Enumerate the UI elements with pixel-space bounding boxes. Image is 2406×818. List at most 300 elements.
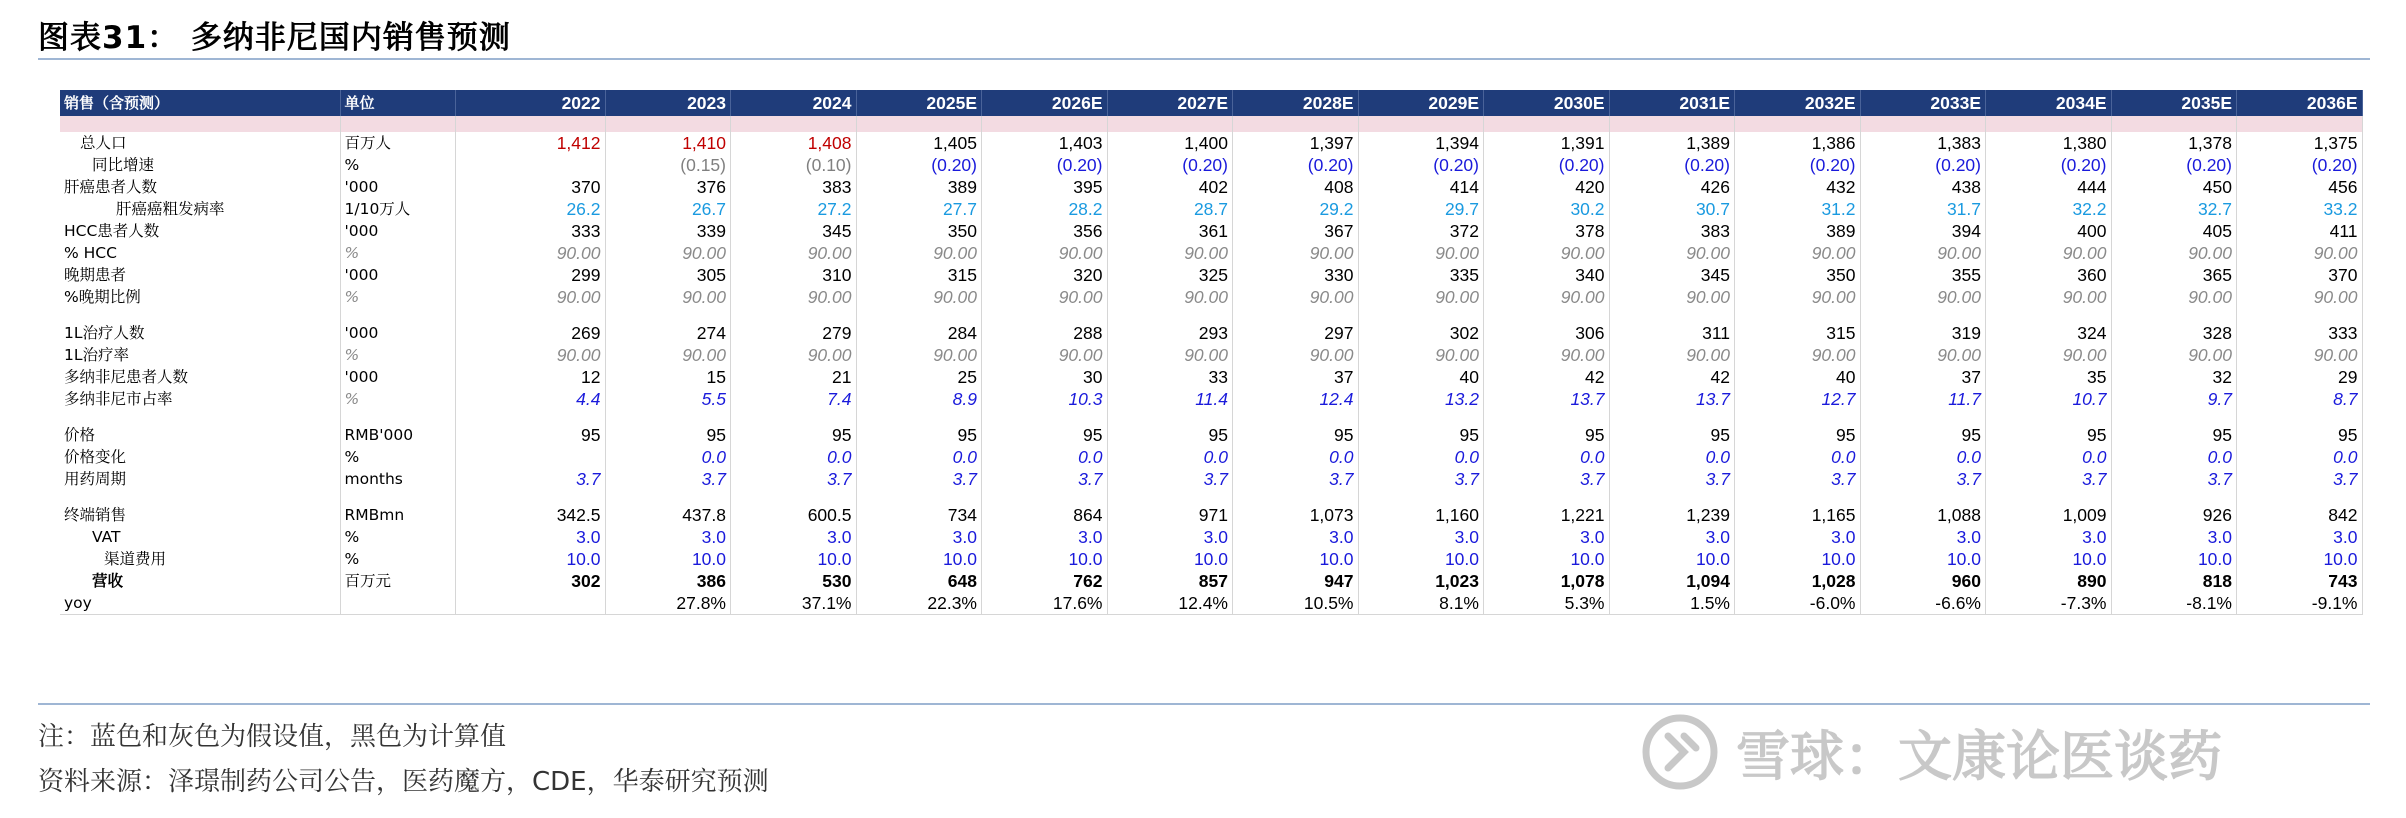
row-label: 价格 [60,424,340,446]
value-cell: 95 [1233,424,1359,446]
header-year: 2033E [1860,90,1986,116]
value-cell: -6.0% [1735,592,1861,615]
value-cell: 90.00 [1986,242,2112,264]
value-cell: 600.5 [731,504,857,526]
value-cell: (0.20) [2111,154,2237,176]
value-cell: 0.0 [731,446,857,468]
spacer-cell [2111,308,2237,322]
table-row [60,286,2362,308]
value-cell: 325 [1107,264,1233,286]
row-unit: % [340,446,455,468]
row-unit: '000 [340,176,455,198]
spacer-cell [60,308,340,322]
value-cell: 1,221 [1484,504,1610,526]
value-cell: 372 [1358,220,1484,242]
value-cell: 0.0 [982,446,1108,468]
value-cell: 324 [1986,322,2112,344]
value-cell: 95 [1860,424,1986,446]
value-cell: 10.0 [731,548,857,570]
value-cell [455,154,605,176]
row-label: 晚期患者 [60,264,340,286]
value-cell: 842 [2237,504,2363,526]
header-year: 2029E [1358,90,1484,116]
value-cell: 1,088 [1860,504,1986,526]
value-cell: -7.3% [1986,592,2112,615]
value-cell: 12.7 [1735,388,1861,410]
spacer-cell [605,410,731,424]
value-cell: 456 [2237,176,2363,198]
spacer-row [60,410,2362,424]
value-cell: 90.00 [605,344,731,366]
value-cell: 1,389 [1609,132,1735,154]
value-cell: 32.2 [1986,198,2112,220]
value-cell: 1,391 [1484,132,1610,154]
value-cell: 90.00 [2111,242,2237,264]
value-cell: 0.0 [1609,446,1735,468]
value-cell: 90.00 [982,242,1108,264]
value-cell: 10.0 [2237,548,2363,570]
value-cell: 1,375 [2237,132,2363,154]
row-label: 1L治疗率 [60,344,340,366]
spacer-cell [1860,490,1986,504]
value-cell: 31.2 [1735,198,1861,220]
value-cell: 3.7 [605,468,731,490]
value-cell: 10.0 [2111,548,2237,570]
value-cell: 960 [1860,570,1986,592]
header-year: 2028E [1233,90,1359,116]
row-unit: % [340,154,455,176]
value-cell: 90.00 [2237,242,2363,264]
value-cell: 370 [455,176,605,198]
value-cell: 426 [1609,176,1735,198]
value-cell: 3.0 [455,526,605,548]
value-cell: 90.00 [856,344,982,366]
value-cell: 389 [1735,220,1861,242]
value-cell: 1,094 [1609,570,1735,592]
value-cell: 90.00 [1107,344,1233,366]
value-cell: 28.2 [982,198,1108,220]
xueqiu-logo-icon [1640,712,1720,792]
value-cell: 411 [2237,220,2363,242]
value-cell: 1,073 [1233,504,1359,526]
row-unit: 百万元 [340,570,455,592]
table-row [60,592,2362,615]
value-cell: 288 [982,322,1108,344]
value-cell: 90.00 [1735,344,1861,366]
table-row [60,388,2362,410]
value-cell: (0.20) [856,154,982,176]
value-cell: 90.00 [1484,286,1610,308]
value-cell: 30.2 [1484,198,1610,220]
value-cell: 90.00 [1860,242,1986,264]
value-cell: 90.00 [1986,344,2112,366]
value-cell: 284 [856,322,982,344]
value-cell: 37.1% [731,592,857,615]
value-cell: 367 [1233,220,1359,242]
spacer-cell [60,116,340,132]
row-label: VAT [60,526,340,548]
value-cell: 30.7 [1609,198,1735,220]
value-cell: 971 [1107,504,1233,526]
value-cell: 90.00 [1735,242,1861,264]
spacer-cell [856,410,982,424]
value-cell: 95 [605,424,731,446]
row-label: % HCC [60,242,340,264]
value-cell: 90.00 [1107,286,1233,308]
value-cell: 42 [1609,366,1735,388]
value-cell: 394 [1860,220,1986,242]
value-cell: 3.7 [1107,468,1233,490]
header-year: 2032E [1735,90,1861,116]
value-cell: 1,378 [2111,132,2237,154]
row-unit: % [340,242,455,264]
value-cell: 306 [1484,322,1610,344]
value-cell: 90.00 [856,242,982,264]
value-cell: 947 [1233,570,1359,592]
spacer-cell [1609,490,1735,504]
value-cell: 7.4 [731,388,857,410]
value-cell: 0.0 [1986,446,2112,468]
value-cell: 3.0 [1609,526,1735,548]
spacer-cell [2237,490,2363,504]
spacer-cell [731,308,857,322]
value-cell: 414 [1358,176,1484,198]
value-cell: 3.7 [982,468,1108,490]
spacer-cell [455,308,605,322]
value-cell: 0.0 [1233,446,1359,468]
value-cell: 90.00 [455,286,605,308]
table-row [60,132,2362,154]
value-cell: -8.1% [2111,592,2237,615]
value-cell: 21 [731,366,857,388]
value-cell: 315 [1735,322,1861,344]
spacer-cell [1107,410,1233,424]
value-cell: 12.4% [1107,592,1233,615]
value-cell: (0.20) [1358,154,1484,176]
spacer-cell [340,308,455,322]
header-year: 2022 [455,90,605,116]
spacer-cell [1860,308,1986,322]
value-cell: 530 [731,570,857,592]
value-cell: 3.0 [1860,526,1986,548]
value-cell: 3.7 [2111,468,2237,490]
value-cell: 383 [731,176,857,198]
spacer-cell [856,490,982,504]
row-label: 终端销售 [60,504,340,526]
table-row [60,198,2362,220]
value-cell: 90.00 [1609,344,1735,366]
table-row [60,366,2362,388]
spacer-cell [1233,490,1359,504]
value-cell: 1,403 [982,132,1108,154]
row-unit: 1/10万人 [340,198,455,220]
top-divider [38,58,2370,60]
value-cell: 370 [2237,264,2363,286]
value-cell: 90.00 [1860,344,1986,366]
value-cell: 339 [605,220,731,242]
spacer-cell [731,490,857,504]
value-cell: 1,412 [455,132,605,154]
spacer-cell [731,116,857,132]
spacer-cell [1986,116,2112,132]
spacer-cell [1484,490,1610,504]
value-cell: 90.00 [1609,286,1735,308]
value-cell: 10.0 [1609,548,1735,570]
source-note: 资料来源：泽璟制药公司公告，医药魔方，CDE，华泰研究预测 [38,767,769,797]
value-cell: 361 [1107,220,1233,242]
spacer-cell [1735,410,1861,424]
value-cell: 3.7 [455,468,605,490]
value-cell: 345 [731,220,857,242]
value-cell: 1,380 [1986,132,2112,154]
value-cell: 42 [1484,366,1610,388]
value-cell: 356 [982,220,1108,242]
value-cell: 1,165 [1735,504,1861,526]
value-cell: 90.00 [455,242,605,264]
value-cell: 0.0 [605,446,731,468]
spacer-cell [1609,116,1735,132]
header-year: 2024 [731,90,857,116]
value-cell: 90.00 [605,286,731,308]
value-cell: 432 [1735,176,1861,198]
value-cell: 13.7 [1609,388,1735,410]
value-cell: 29.7 [1358,198,1484,220]
value-cell: 355 [1860,264,1986,286]
spacer-cell [1358,308,1484,322]
value-cell [455,592,605,615]
value-cell: 437.8 [605,504,731,526]
spacer-row [60,308,2362,322]
value-cell: 90.00 [1986,286,2112,308]
value-cell: 10.7 [1986,388,2112,410]
value-cell: 1,408 [731,132,857,154]
spacer-cell [1735,308,1861,322]
value-cell: 90.00 [982,286,1108,308]
value-cell: 402 [1107,176,1233,198]
value-cell: 5.5 [605,388,731,410]
value-cell: 293 [1107,322,1233,344]
table-row [60,264,2362,286]
table-header-row [60,90,2362,116]
value-cell: 12 [455,366,605,388]
value-cell: 3.7 [731,468,857,490]
value-cell: 90.00 [605,242,731,264]
value-cell: 1,383 [1860,132,1986,154]
value-cell: 3.7 [1233,468,1359,490]
value-cell: 11.7 [1860,388,1986,410]
value-cell: 3.0 [982,526,1108,548]
value-cell: 10.0 [1484,548,1610,570]
value-cell: 95 [2237,424,2363,446]
header-year: 2031E [1609,90,1735,116]
value-cell: 10.0 [1233,548,1359,570]
table-row [60,570,2362,592]
value-cell: 10.0 [856,548,982,570]
value-cell: 3.0 [605,526,731,548]
row-unit: months [340,468,455,490]
value-cell: 274 [605,322,731,344]
value-cell: 315 [856,264,982,286]
value-cell: 3.0 [856,526,982,548]
bottom-divider [38,703,2370,705]
value-cell: 13.2 [1358,388,1484,410]
spacer-cell [1107,308,1233,322]
spacer-cell [1107,490,1233,504]
spacer-cell [2111,490,2237,504]
header-year: 2026E [982,90,1108,116]
value-cell: 95 [1986,424,2112,446]
value-cell: (0.20) [1986,154,2112,176]
assumption-note: 注：蓝色和灰色为假设值，黑色为计算值 [38,722,507,752]
value-cell: 1,009 [1986,504,2112,526]
spacer-cell [605,308,731,322]
value-cell: 31.7 [1860,198,1986,220]
value-cell: 90.00 [731,344,857,366]
value-cell: 395 [982,176,1108,198]
value-cell: 350 [1735,264,1861,286]
value-cell: 734 [856,504,982,526]
value-cell: 90.00 [2111,344,2237,366]
value-cell: 37 [1860,366,1986,388]
value-cell: 420 [1484,176,1610,198]
value-cell: 40 [1358,366,1484,388]
value-cell: 310 [731,264,857,286]
value-cell: 90.00 [731,286,857,308]
value-cell: 383 [1609,220,1735,242]
header-label: 销售（含预测） [60,90,340,116]
spacer-cell [1233,116,1359,132]
spacer-cell [455,116,605,132]
value-cell: 0.0 [1484,446,1610,468]
value-cell: 279 [731,322,857,344]
row-label: 1L治疗人数 [60,322,340,344]
value-cell: 90.00 [731,242,857,264]
value-cell: 1,386 [1735,132,1861,154]
spacer-cell [2111,116,2237,132]
spacer-cell [2237,410,2363,424]
header-band-row [60,116,2362,132]
value-cell: 33 [1107,366,1233,388]
value-cell: 10.3 [982,388,1108,410]
value-cell: 302 [1358,322,1484,344]
spacer-cell [1735,116,1861,132]
spacer-cell [1986,490,2112,504]
value-cell: 3.0 [1484,526,1610,548]
spacer-cell [2111,410,2237,424]
value-cell: (0.15) [605,154,731,176]
value-cell: 90.00 [1107,242,1233,264]
table-row [60,424,2362,446]
value-cell: 22.3% [856,592,982,615]
spacer-cell [1107,116,1233,132]
value-cell: 328 [2111,322,2237,344]
value-cell: 10.0 [455,548,605,570]
value-cell: 3.0 [1358,526,1484,548]
value-cell: 8.9 [856,388,982,410]
row-unit: '000 [340,366,455,388]
value-cell: 28.7 [1107,198,1233,220]
header-year: 2036E [2237,90,2363,116]
value-cell: 743 [2237,570,2363,592]
value-cell: (0.20) [1609,154,1735,176]
value-cell: 95 [455,424,605,446]
value-cell: 365 [2111,264,2237,286]
spacer-cell [60,490,340,504]
row-label: 同比增速 [60,154,340,176]
value-cell: 5.3% [1484,592,1610,615]
value-cell: 90.00 [1860,286,1986,308]
value-cell: 0.0 [2111,446,2237,468]
value-cell: 3.7 [1735,468,1861,490]
header-year: 2030E [1484,90,1610,116]
value-cell: 95 [1609,424,1735,446]
value-cell: 376 [605,176,731,198]
value-cell: 0.0 [1358,446,1484,468]
value-cell: 12.4 [1233,388,1359,410]
value-cell: 32 [2111,366,2237,388]
value-cell: 1,397 [1233,132,1359,154]
row-label: 用药周期 [60,468,340,490]
value-cell: 90.00 [1358,286,1484,308]
value-cell: 269 [455,322,605,344]
value-cell: 857 [1107,570,1233,592]
value-cell: 1,410 [605,132,731,154]
value-cell: (0.20) [1860,154,1986,176]
value-cell: 26.7 [605,198,731,220]
value-cell: 10.0 [982,548,1108,570]
spacer-cell [856,308,982,322]
spacer-cell [856,116,982,132]
value-cell: 90.00 [2237,286,2363,308]
row-unit: '000 [340,220,455,242]
row-label: 渠道费用 [60,548,340,570]
value-cell: 25 [856,366,982,388]
value-cell: 29.2 [1233,198,1359,220]
value-cell: 1,160 [1358,504,1484,526]
value-cell: 4.4 [455,388,605,410]
table-row [60,548,2362,570]
value-cell: 90.00 [1735,286,1861,308]
header-year: 2035E [2111,90,2237,116]
value-cell: 350 [856,220,982,242]
value-cell: 13.7 [1484,388,1610,410]
value-cell: 345 [1609,264,1735,286]
spacer-cell [2237,308,2363,322]
value-cell: 30 [982,366,1108,388]
value-cell: 90.00 [1233,242,1359,264]
value-cell: 3.0 [1986,526,2112,548]
value-cell: (0.10) [731,154,857,176]
row-label: 营收 [60,570,340,592]
value-cell: 335 [1358,264,1484,286]
value-cell: 95 [731,424,857,446]
value-cell: 450 [2111,176,2237,198]
row-label: 总人口 [60,132,340,154]
spacer-cell [340,490,455,504]
spacer-cell [340,116,455,132]
value-cell: 1,239 [1609,504,1735,526]
value-cell: 90.00 [2237,344,2363,366]
value-cell: 1,394 [1358,132,1484,154]
value-cell: (0.20) [1233,154,1359,176]
row-unit: % [340,548,455,570]
value-cell: 444 [1986,176,2112,198]
value-cell: 3.0 [2237,526,2363,548]
spacer-row [60,490,2362,504]
table-row [60,468,2362,490]
value-cell: 360 [1986,264,2112,286]
table-row [60,504,2362,526]
